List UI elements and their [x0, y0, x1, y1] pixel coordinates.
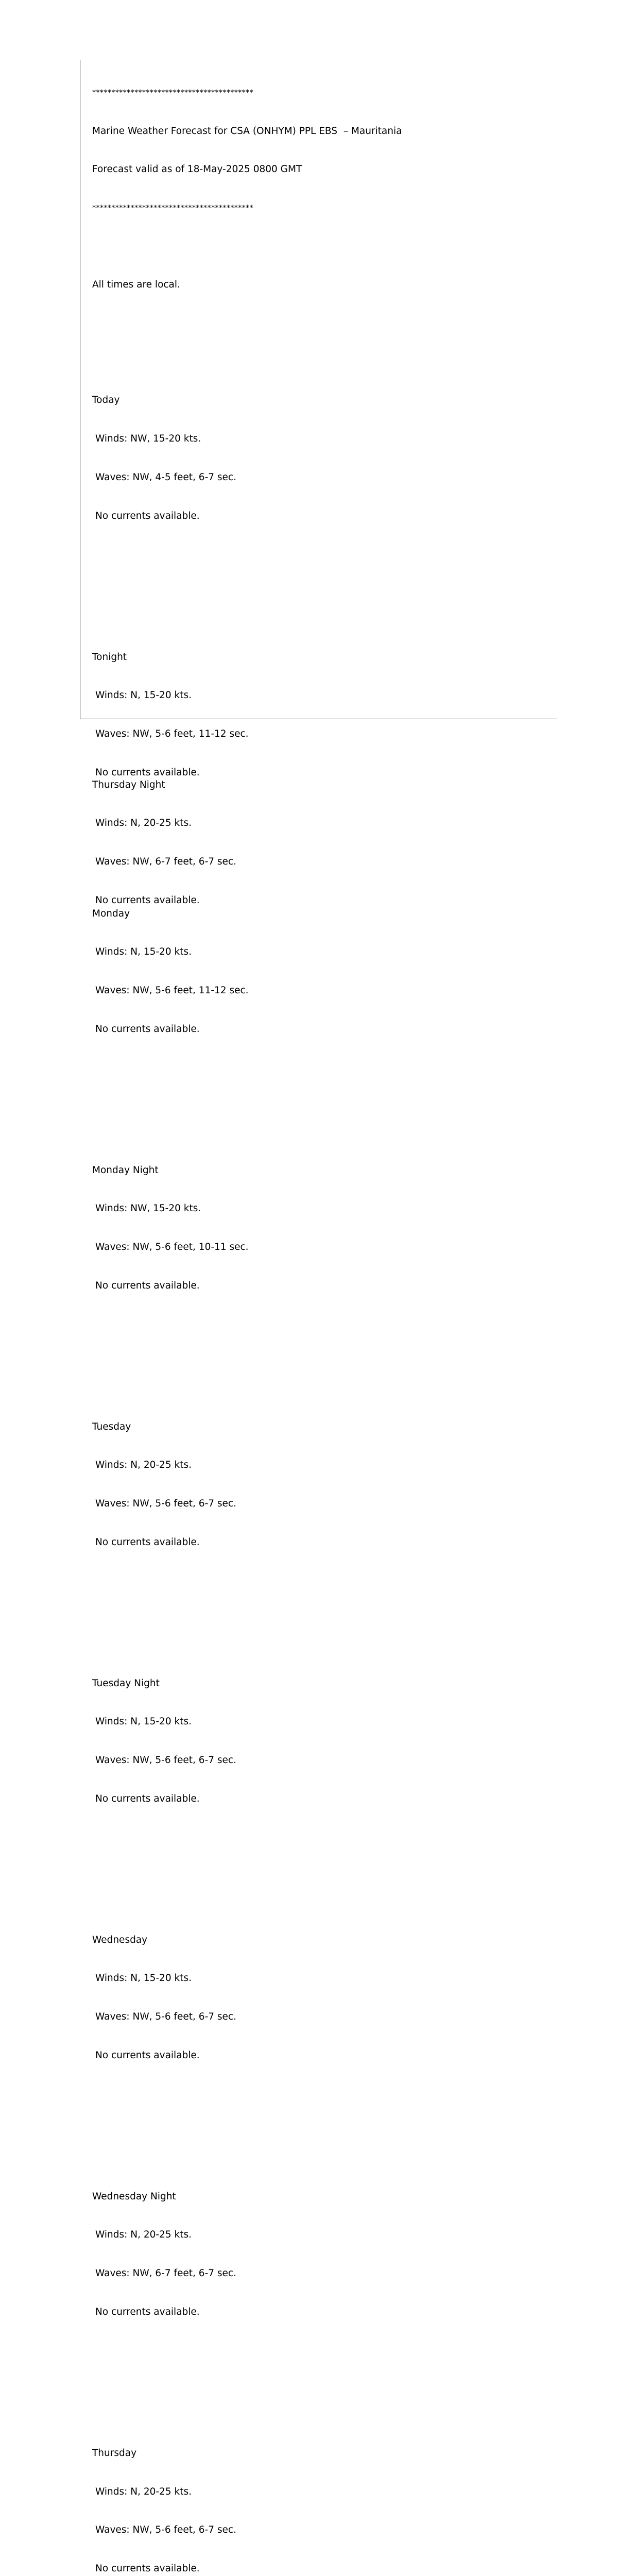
period-currents: No currents available.	[95, 1280, 200, 1291]
period-block	[92, 1395, 556, 1613]
period-winds: Winds: N, 15-20 kts.	[95, 946, 192, 958]
period-currents: No currents available.	[95, 1023, 200, 1035]
period-winds: Winds: N, 15-20 kts.	[95, 1973, 192, 1984]
period-block	[92, 1652, 556, 1870]
period-name: Monday	[92, 908, 130, 919]
period-waves: Waves: NW, 5-6 feet, 11-12 sec.	[95, 985, 249, 996]
period-block	[92, 2421, 556, 2576]
period-winds: Winds: NW, 15-20 kts.	[95, 433, 201, 445]
blank-line	[92, 548, 556, 561]
period-winds: Winds: N, 15-20 kts.	[95, 1716, 192, 1727]
forecast-title: Marine Weather Forecast for CSA (ONHYM) PPL EBS – Mauritania	[92, 125, 402, 137]
blank-line	[92, 1318, 556, 1331]
period-winds: Winds: N, 20-25 kts.	[95, 818, 192, 829]
period-currents: No currents available.	[95, 894, 200, 906]
period-name: Wednesday Night	[92, 2191, 176, 2202]
period-winds: Winds: N, 20-25 kts.	[95, 2486, 192, 2497]
period-waves: Waves: NW, 5-6 feet, 6-7 sec.	[95, 2011, 236, 2023]
period-winds: Winds: N, 15-20 kts.	[95, 690, 192, 701]
period-currents: No currents available.	[95, 767, 200, 778]
period-waves: Waves: NW, 5-6 feet, 10-11 sec.	[95, 1242, 249, 1252]
forecast-body	[92, 61, 556, 2576]
forecast-valid-time: Forecast valid as of 18-May-2025 0800 GMT	[92, 164, 302, 175]
period-currents: No currents available.	[95, 1793, 200, 1804]
period-name: Tuesday	[92, 1421, 131, 1432]
blank-line	[92, 1574, 556, 1587]
period-currents: No currents available.	[95, 1536, 200, 1548]
period-waves: Waves: NW, 5-6 feet, 6-7 sec.	[95, 1755, 236, 1766]
period-name: Thursday	[92, 2447, 137, 2459]
stars-top-line: ******************************************	[92, 88, 253, 97]
period-name: Monday Night	[92, 1164, 159, 1176]
blank-line	[92, 2345, 556, 2358]
stars-bottom-line: ******************************************	[92, 204, 253, 212]
forecast-continuation	[92, 727, 556, 958]
period-waves: Waves: NW, 5-6 feet, 11-12 sec.	[95, 728, 249, 739]
period-currents: No currents available.	[95, 2306, 200, 2317]
period-waves: Waves: NW, 5-6 feet, 6-7 sec.	[95, 2524, 236, 2536]
period-name: Tonight	[92, 651, 127, 663]
blank-line	[92, 1061, 556, 1074]
period-name: Thursday Night	[92, 779, 165, 790]
times-note: All times are local.	[92, 279, 180, 291]
period-block	[92, 2165, 556, 2383]
period-currents: No currents available.	[95, 2563, 200, 2574]
period-waves: Waves: NW, 6-7 feet, 6-7 sec.	[95, 856, 236, 868]
period-waves: Waves: NW, 6-7 feet, 6-7 sec.	[95, 2268, 236, 2279]
period-waves: Waves: NW, 5-6 feet, 6-7 sec.	[95, 1498, 236, 1510]
period-name: Today	[92, 395, 120, 406]
period-block	[92, 1139, 556, 1357]
blank-line	[92, 1832, 556, 1844]
period-winds: Winds: NW, 15-20 kts.	[95, 1203, 201, 1214]
period-block	[92, 369, 556, 587]
period-block	[92, 753, 556, 933]
period-name: Tuesday Night	[92, 1677, 160, 1689]
blank-line	[92, 317, 556, 330]
period-winds: Winds: N, 20-25 kts.	[95, 1460, 192, 1471]
period-block	[92, 1908, 556, 2126]
period-currents: No currents available.	[95, 2049, 200, 2061]
blank-line	[92, 241, 556, 253]
period-winds: Winds: N, 20-25 kts.	[95, 2229, 192, 2241]
period-name: Wednesday	[92, 1934, 148, 1945]
period-currents: No currents available.	[95, 510, 200, 521]
period-waves: Waves: NW, 4-5 feet, 6-7 sec.	[95, 471, 236, 483]
blank-line	[92, 2088, 556, 2101]
